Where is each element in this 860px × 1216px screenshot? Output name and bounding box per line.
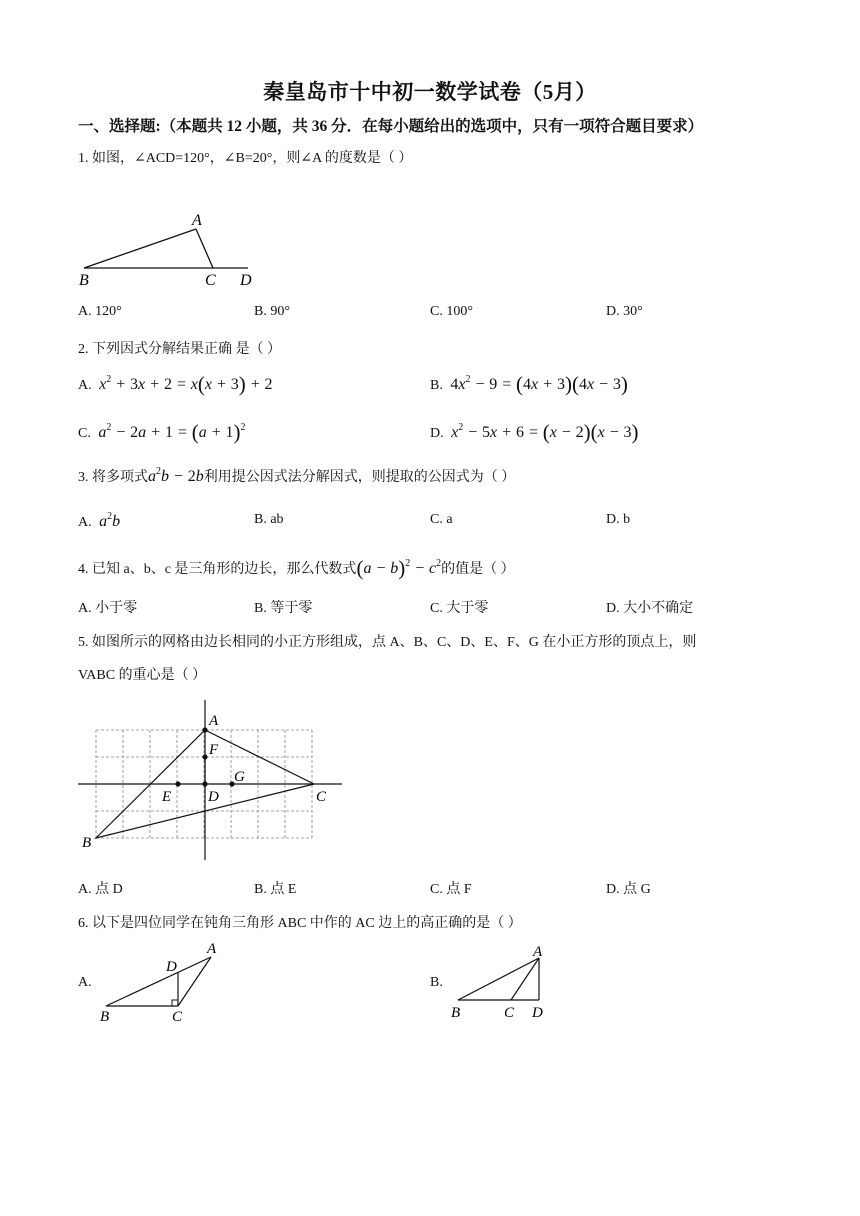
q6-option-a-label: A. xyxy=(78,975,92,990)
q4-option-d: D. 大小不确定 xyxy=(606,601,694,616)
q1-option-b: B. 90° xyxy=(254,304,290,319)
q4-expression: $(a - b)^2 - c^2$ xyxy=(356,556,442,580)
q2-option-c-label: C. xyxy=(78,426,91,441)
q5-option-c: C. 点 F xyxy=(430,882,472,897)
q2-option-d xyxy=(430,420,639,445)
fig6b-label-b: B xyxy=(451,1005,461,1021)
q2-option-c-formula: $a^2 - 2a + 1 = (a + 1)^2$ xyxy=(94,420,246,444)
question-1-figure xyxy=(76,205,266,290)
q4-option-a: A. 小于零 xyxy=(78,601,138,616)
q6-option-b-label: B. xyxy=(430,975,443,990)
fig5-label-f: F xyxy=(209,742,219,758)
fig5-label-b: B xyxy=(82,835,92,851)
q4-stem-suffix: 的值是（ ） xyxy=(441,562,515,577)
q3-option-a-label: A. xyxy=(78,515,92,530)
fig6a-label-d: D xyxy=(166,959,177,975)
q2-option-d-formula: $x^2 - 5x + 6 = (x - 2)(x - 3)$ xyxy=(447,420,639,444)
q2-option-b-formula: $4x^2 - 9 = (4x + 3)(4x - 3)$ xyxy=(450,372,628,396)
question-6-stem: 6. 以下是四位同学在钝角三角形 ABC 中作的 AC 边上的高正确的是（ ） xyxy=(78,916,522,931)
q6-option-b-figure xyxy=(448,942,558,1022)
fig5-label-g: G xyxy=(234,769,245,785)
fig6b-label-a: A xyxy=(533,944,543,960)
fig1-label-c: C xyxy=(205,272,216,289)
q2-option-b xyxy=(430,372,628,397)
section-heading-choice: 一、选择题:（本题共 12 小题，共 36 分．在每小题给出的选项中，只有一项符合题目要求） xyxy=(78,118,704,135)
q3-option-d: D. b xyxy=(606,512,631,527)
q5-option-b: B. 点 E xyxy=(254,882,297,897)
q4-option-b: B. 等于零 xyxy=(254,601,313,616)
q2-option-b-label: B. xyxy=(430,378,443,393)
question-5-stem-line2: VABC 的重心是（ ） xyxy=(78,668,207,683)
q3-stem-suffix: 利用提公因式法分解因式，则提取的公因式为（ ） xyxy=(203,470,516,485)
q5-option-d: D. 点 G xyxy=(606,882,651,897)
fig6a-label-c: C xyxy=(172,1009,183,1025)
q4-option-c: C. 大于零 xyxy=(430,601,489,616)
fig1-label-b: B xyxy=(79,272,89,289)
q3-option-b: B. ab xyxy=(254,512,284,527)
question-3-stem xyxy=(78,466,515,486)
fig1-label-a: A xyxy=(192,212,202,229)
question-1-stem: 1. 如图，∠ACD=120°，∠B=20°，则∠A 的度数是（ ） xyxy=(78,151,413,166)
question-2-stem: 2. 下列因式分解结果正确 是（ ） xyxy=(78,342,281,357)
q1-option-a: A. 120° xyxy=(78,304,122,319)
q2-option-a-label: A. xyxy=(78,378,92,393)
q3-option-a xyxy=(78,511,120,531)
question-5-stem-line1: 5. 如图所示的网格由边长相同的小正方形组成，点 A、B、C、D、E、F、G 在小正方形的顶点上，则 xyxy=(78,635,697,650)
fig6a-label-a: A xyxy=(207,941,217,957)
q5-option-a: A. 点 D xyxy=(78,882,123,897)
fig1-label-d: D xyxy=(240,272,252,289)
fig5-label-e: E xyxy=(162,789,172,805)
q2-option-a xyxy=(78,372,273,397)
q3-polynomial: $a^2b - 2b$ xyxy=(148,466,204,485)
fig5-label-a: A xyxy=(209,713,219,729)
q6-option-a-figure xyxy=(96,940,226,1026)
q4-stem-prefix: 4. 已知 a、b、c 是三角形的边长，那么代数式 xyxy=(78,562,357,577)
question-4-stem xyxy=(78,556,515,581)
fig5-label-c: C xyxy=(316,789,327,805)
q3-stem-prefix: 3. 将多项式 xyxy=(78,470,148,485)
fig6b-label-c: C xyxy=(504,1005,515,1021)
q2-option-c xyxy=(78,420,246,445)
q3-option-c: C. a xyxy=(430,512,453,527)
fig5-label-d: D xyxy=(208,789,219,805)
q3-option-a-formula: $a^2b$ xyxy=(95,511,121,530)
fig6b-label-d: D xyxy=(532,1005,543,1021)
q2-option-d-label: D. xyxy=(430,426,444,441)
page-title: 秦皇岛市十中初一数学试卷（5月） xyxy=(263,80,597,104)
q2-option-a-formula: $x^2 + 3x + 2 = x(x + 3) + 2$ xyxy=(95,372,273,396)
fig6a-label-b: B xyxy=(100,1009,110,1025)
question-5-grid-figure xyxy=(76,700,348,865)
q1-option-c: C. 100° xyxy=(430,304,473,319)
q1-option-d: D. 30° xyxy=(606,304,643,319)
